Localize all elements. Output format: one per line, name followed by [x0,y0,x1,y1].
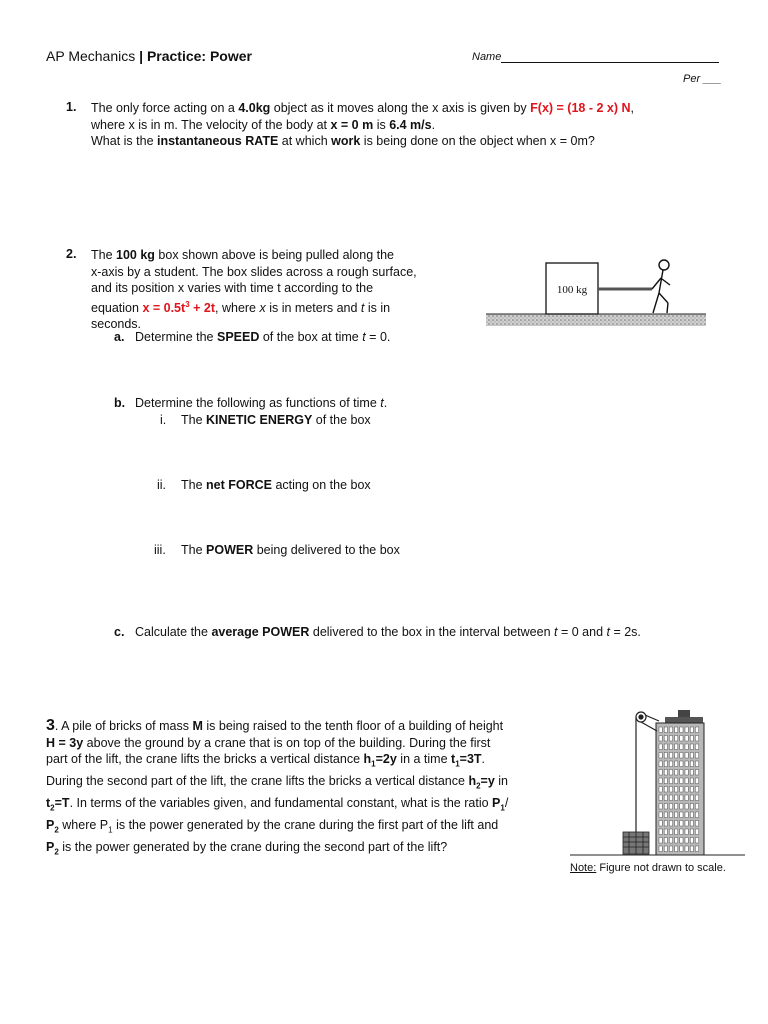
building-window [669,812,672,818]
building-window [690,744,693,750]
building-window [695,736,698,742]
student-icon [652,260,670,313]
building-window [690,778,693,784]
building-window [664,795,667,801]
figure-note-text: Figure not drawn to scale. [596,862,726,874]
building-window [695,787,698,793]
building-window [685,727,688,733]
building-window [680,829,683,835]
building-window [669,761,672,767]
building-window [690,838,693,844]
building-window [675,795,678,801]
building-window [690,727,693,733]
rooftop-unit [678,710,690,718]
building-window [669,744,672,750]
building-window [695,838,698,844]
building-window [685,821,688,827]
building-window [695,761,698,767]
question-2b-i: i. The KINETIC ENERGY of the box [160,413,371,427]
question-1-number: 1. [66,100,77,114]
building-window [669,753,672,759]
building-window [659,829,662,835]
building-window [695,821,698,827]
building-window [669,787,672,793]
building-window [659,770,662,776]
building-window [664,804,667,810]
building-window [664,744,667,750]
building-window [659,753,662,759]
building-window [659,804,662,810]
building-window [680,770,683,776]
building-window [685,770,688,776]
building-window [669,821,672,827]
building-window [669,770,672,776]
building-window [680,821,683,827]
building-window [695,727,698,733]
question-1-line-2: where x is in m. The velocity of the body at x = 0 m is 6.4 m/s. [91,117,436,132]
building-window [664,821,667,827]
building-window [659,795,662,801]
building-window [675,821,678,827]
building-window [675,770,678,776]
question-1-text [91,100,751,150]
building-window [669,795,672,801]
building-window [675,838,678,844]
building-window [675,829,678,835]
brick-pile-icon [623,832,649,854]
building-window [675,736,678,742]
worksheet-header [46,48,252,64]
building-window [664,812,667,818]
building-window [664,727,667,733]
figure-note [570,862,726,874]
building-window [675,846,678,852]
building-window [664,778,667,784]
building-window [659,778,662,784]
building-window [680,838,683,844]
question-2-number: 2. [66,247,77,261]
question-2b: b. Determine the following as functions of time t. [114,396,388,410]
building-window [664,753,667,759]
building-window [680,846,683,852]
building-window [675,727,678,733]
building-window [664,829,667,835]
building-window [695,829,698,835]
building-window [690,770,693,776]
period-label: Per [683,73,701,85]
building-window [659,846,662,852]
question-2b-ii-label: ii. [157,478,167,492]
question-2b-i-label: i. [160,413,167,427]
period-blank: ___ [703,73,722,85]
building-window [659,761,662,767]
building-window [680,736,683,742]
question-2c-label: c. [114,625,125,639]
question-2a-label: a. [114,330,125,344]
building-window [659,787,662,793]
building-window [685,761,688,767]
building-window [690,812,693,818]
building-window [664,770,667,776]
building-window [659,744,662,750]
building-window [680,787,683,793]
course-title: AP Mechanics [46,48,136,64]
question-1-line-3: What is the instantaneous RATE at which work is being done on the object when x = 0m? [91,134,595,148]
building-window [675,744,678,750]
building-window [695,778,698,784]
name-label: Name [472,51,502,63]
building-window [685,753,688,759]
building-window [659,727,662,733]
building-window [664,838,667,844]
building-window [695,744,698,750]
building-window [675,804,678,810]
question-2a: a. Determine the SPEED of the box at time t = 0. [114,330,391,344]
question-2-text: The 100 kg box shown above is being pulled along the x-axis by a student. The box slides across a rough surface, and its position x varies with time t according to the equation $x = 0.5t^3 + 2t$, where x is in meters and t is in seconds. [91,248,417,332]
building-window [695,770,698,776]
building-window [675,778,678,784]
building-window [659,838,662,844]
building-window [685,846,688,852]
building-window [695,804,698,810]
building-window [680,761,683,767]
name-blank-line[interactable] [501,51,719,63]
building-window [680,753,683,759]
question-1-line-1: The only force acting on a 4.0kg object as it moves along the x axis is given by F(x) = (18 - 2 x) N, [91,101,634,115]
building-window [680,804,683,810]
building-window [685,787,688,793]
building-window [669,727,672,733]
building-window [664,761,667,767]
building-window [695,846,698,852]
question-2b-label: b. [114,396,126,410]
building-window [659,736,662,742]
building-window [675,812,678,818]
building-window [690,753,693,759]
question-3: 3. A pile of bricks of mass M is being raised to the tenth floor of a building of height H = 3y above the ground by a crane that is on top of the building. During the first part of the lift, the crane lifts the bricks a vertical distance $h_1=2y$ in a time $t_1=3T$. During the second part of the lift, the crane lifts the bricks a vertical distance $h_2=y$ in $t_2=T$. In terms of the variables given, and fundamental constant, what is the ratio $P_1/$ $P_2$ where $P_1$ is the power generated by the crane during the first part of the lift and $P_2$ is the power generated by the crane during the second part of the lift? [46,717,509,857]
building-window [680,744,683,750]
building-window [659,821,662,827]
building-window [664,736,667,742]
building-window [690,829,693,835]
building-window [669,736,672,742]
building-window [680,727,683,733]
figure-note-label: Note: [570,862,597,874]
building-window [690,804,693,810]
building-window [669,846,672,852]
building-window [690,795,693,801]
building-window [690,787,693,793]
name-field[interactable] [472,51,719,63]
building-window [695,812,698,818]
building-crane-figure [565,705,750,860]
building-window [685,829,688,835]
building-window [664,787,667,793]
building-window [690,736,693,742]
building-window [675,761,678,767]
building-window [680,795,683,801]
building-window [685,804,688,810]
question-2b-iii-label: iii. [154,543,166,557]
building-window [669,829,672,835]
building-window [685,736,688,742]
header-separator: | [139,48,144,64]
ground-surface [486,314,706,326]
building-window [664,846,667,852]
question-2b-iii: iii. The POWER being delivered to the box [154,543,400,557]
building-window [669,838,672,844]
building-window [675,787,678,793]
question-2b-ii: ii. The net FORCE acting on the box [157,478,371,492]
building-window [685,744,688,750]
building-window [690,761,693,767]
building-window [680,812,683,818]
building-window [695,753,698,759]
building-window [669,804,672,810]
building-window [685,778,688,784]
box-mass-label: 100 kg [556,284,588,296]
building-window [659,812,662,818]
building-window [690,821,693,827]
building-window [685,812,688,818]
building-window [675,753,678,759]
building-window [690,846,693,852]
question-3-number: 3 [46,717,55,734]
building-window [695,795,698,801]
building-window [680,778,683,784]
building-window [685,795,688,801]
period-field[interactable] [683,73,722,85]
building-window [685,838,688,844]
box-pull-figure [484,255,709,335]
page-title: Practice: Power [146,48,252,64]
building-window [669,778,672,784]
question-2c: c. Calculate the average POWER delivered to the box in the interval between t = 0 and t = 2s. [114,625,641,639]
